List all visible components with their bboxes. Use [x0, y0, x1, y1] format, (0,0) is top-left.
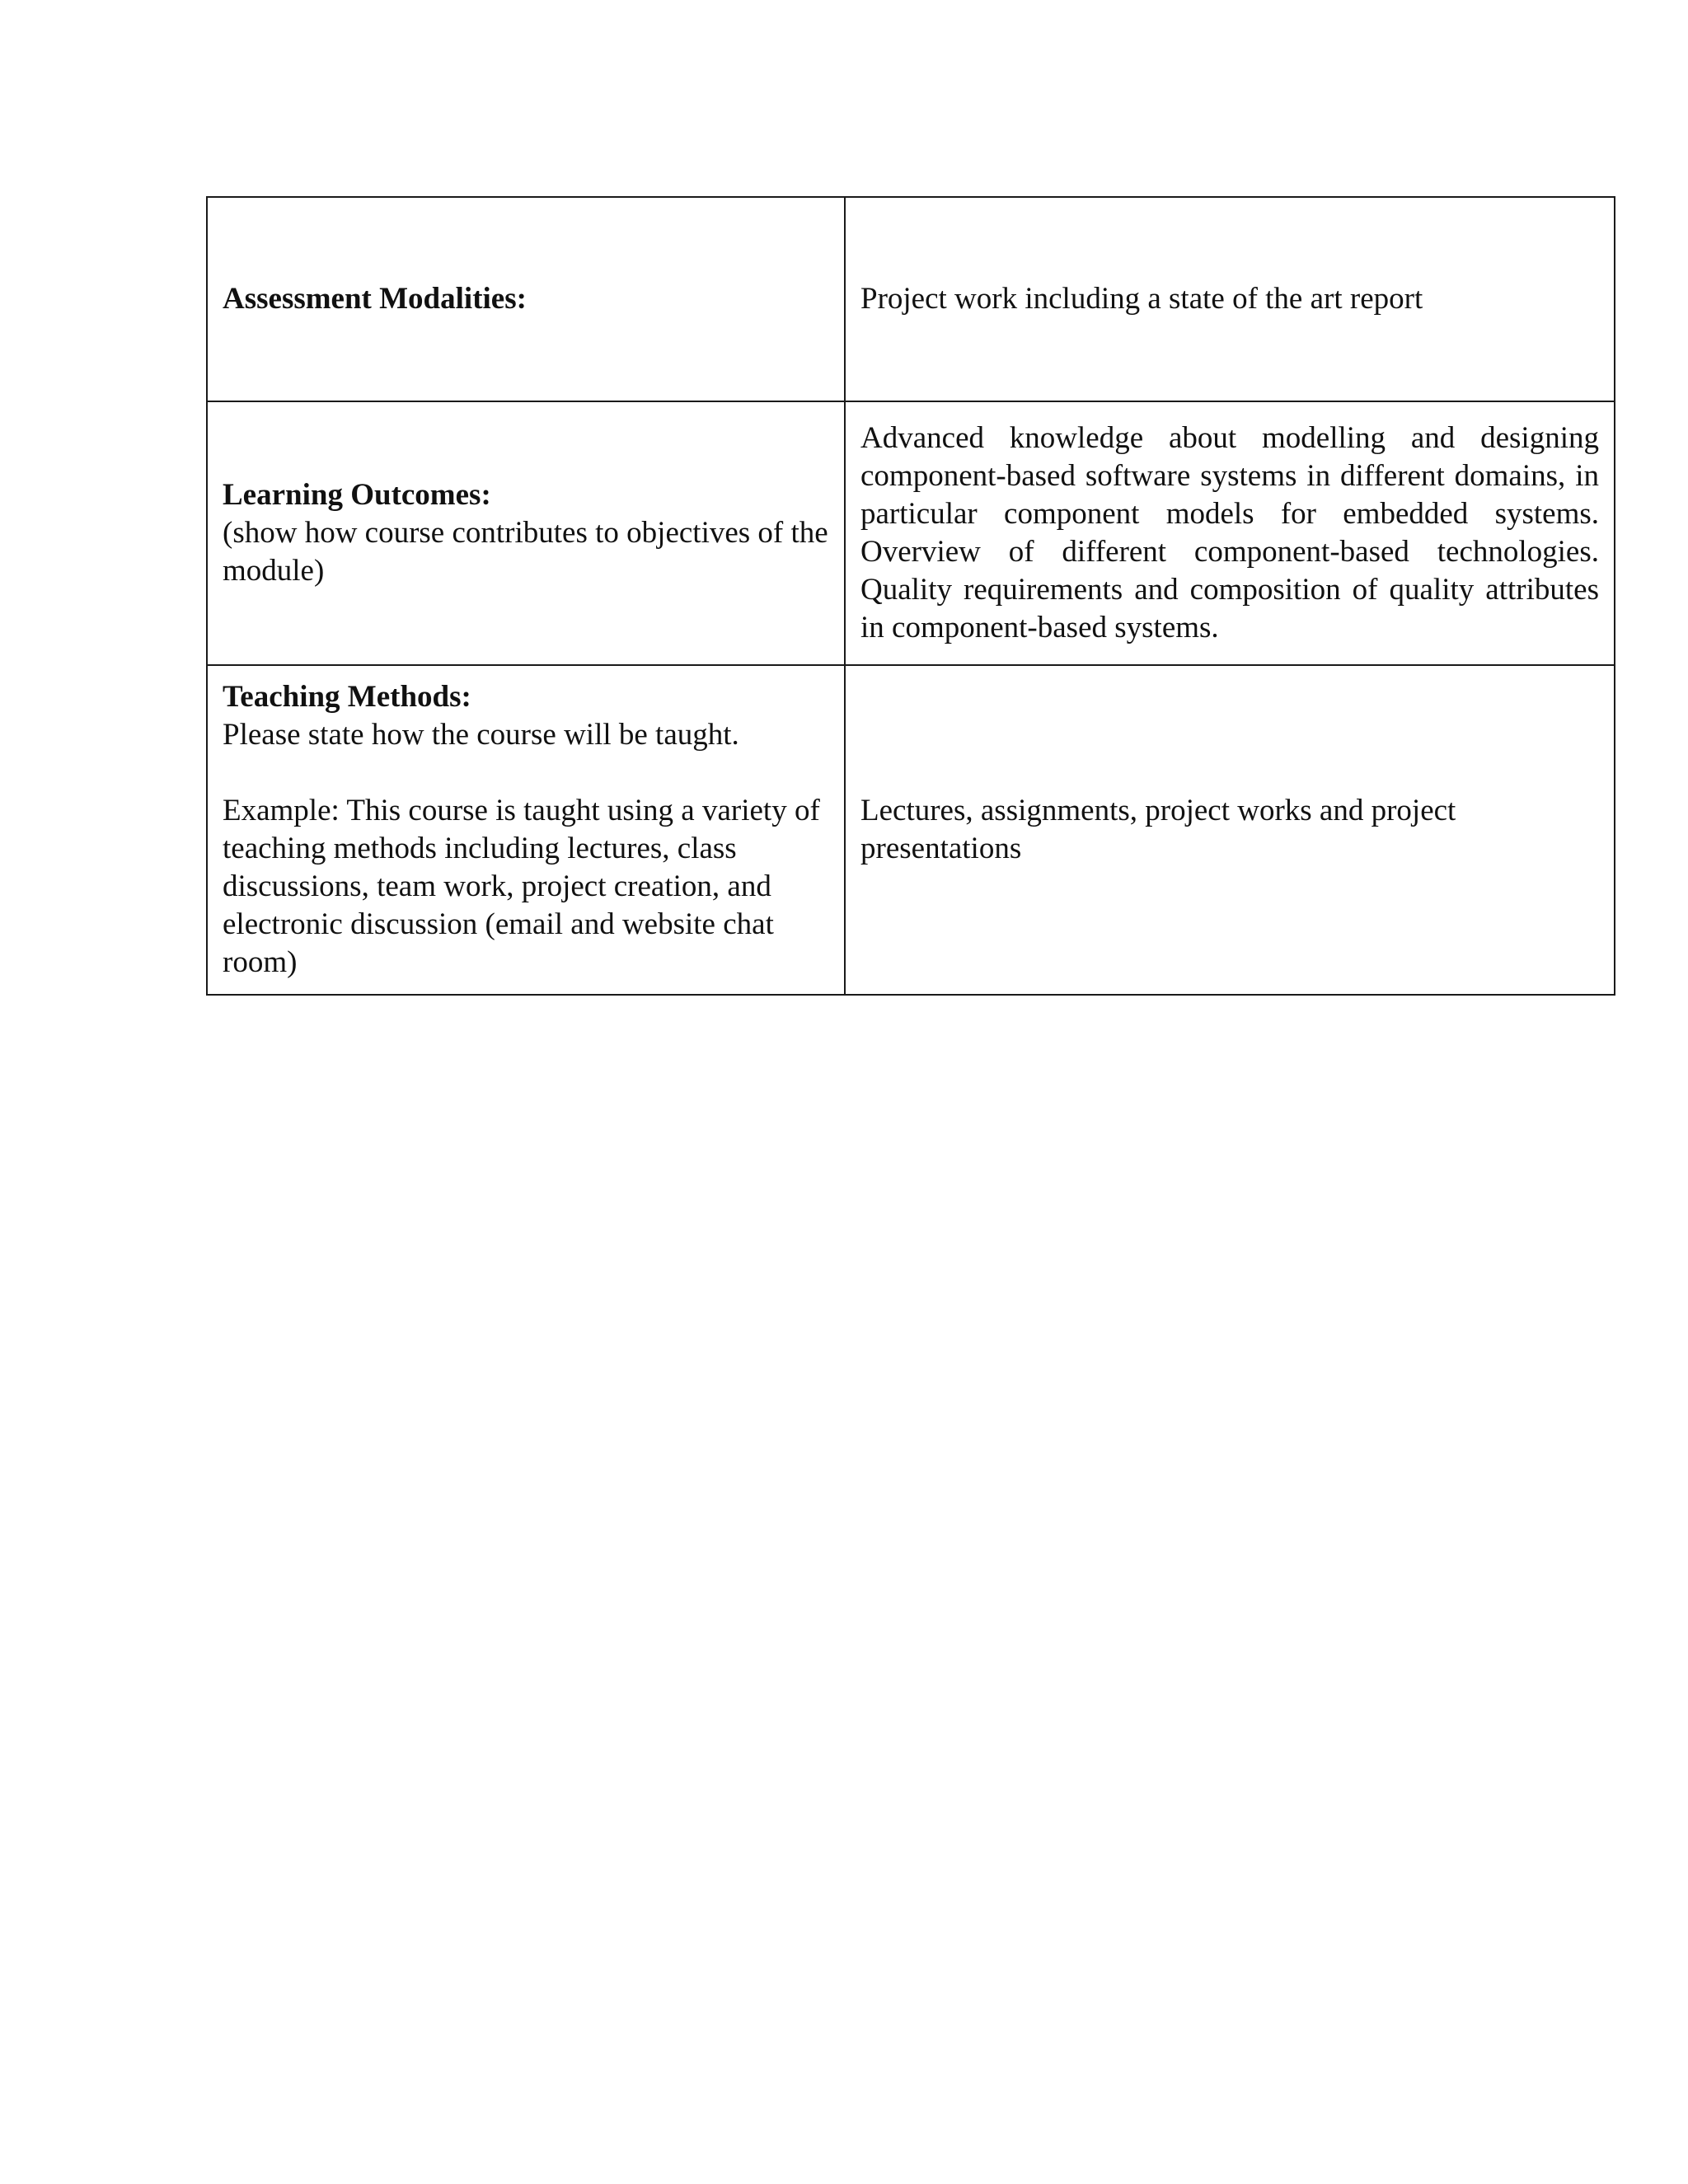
learning-outcomes-row — [207, 401, 1615, 665]
learning-outcomes-label: Learning Outcomes: — [223, 478, 491, 512]
teaching-methods-row — [207, 665, 1615, 995]
course-description-table — [206, 196, 1615, 996]
teaching-methods-value: Lectures, assignments, project works and project presentations — [860, 794, 1456, 865]
learning-outcomes-label-cell — [207, 401, 845, 665]
assessment-value-cell — [845, 197, 1615, 401]
learning-outcomes-value-cell — [845, 401, 1615, 665]
learning-outcomes-note: (show how course contributes to objectives of the module) — [223, 516, 828, 588]
assessment-value: Project work including a state of the art report — [860, 282, 1423, 316]
assessment-label: Assessment Modalities: — [223, 282, 527, 316]
teaching-methods-label: Teaching Methods: — [223, 680, 471, 714]
teaching-methods-instruction: Please state how the course will be taught. — [223, 718, 739, 752]
assessment-row — [207, 197, 1615, 401]
teaching-methods-value-cell — [845, 665, 1615, 995]
teaching-methods-label-cell — [207, 665, 845, 995]
teaching-methods-example: Example: This course is taught using a variety of teaching methods including lectures, class discussions, team work, project creation, and electronic discussion (email and website chat room) — [223, 794, 820, 979]
paragraph-gap — [223, 754, 829, 792]
learning-outcomes-value: Advanced knowledge about modelling and designing component-based software systems in different domains, in particular component models for embedded systems. Overview of different component-based technologies. Quality requirements and composition of quality attributes in component-based systems. — [860, 421, 1599, 644]
assessment-label-cell — [207, 197, 845, 401]
